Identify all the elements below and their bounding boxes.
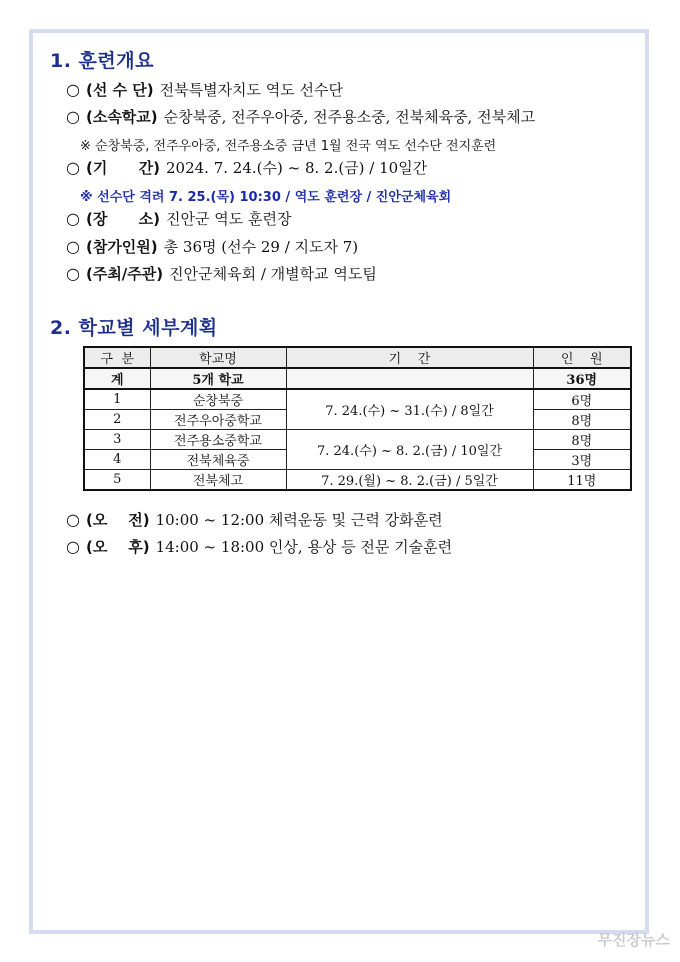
overview-item-team <box>66 80 343 100</box>
circle-bullet-icon: ○ <box>66 264 80 283</box>
row-number: 1 <box>84 389 150 410</box>
item-label: (기 간) <box>85 159 160 177</box>
circle-bullet-icon: ○ <box>66 107 80 126</box>
row-count: 8명 <box>533 430 631 450</box>
item-label: (참가인원) <box>85 238 158 256</box>
table-total-row <box>84 368 631 389</box>
total-schools: 5개 학교 <box>150 368 286 389</box>
row-count: 3명 <box>533 450 631 470</box>
circle-bullet-icon: ○ <box>66 80 80 99</box>
section-1-title: 1. 훈련개요 <box>50 50 154 72</box>
row-count: 11명 <box>533 470 631 491</box>
row-school: 순창북중 <box>150 389 286 410</box>
item-text: 10:00 ~ 12:00 체력운동 및 근력 강화훈련 <box>155 511 443 529</box>
overview-item-venue <box>66 209 291 229</box>
overview-item-period <box>66 158 427 178</box>
circle-bullet-icon: ○ <box>66 158 80 177</box>
item-text: 전북특별자치도 역도 선수단 <box>159 81 344 99</box>
total-count: 36명 <box>533 368 631 389</box>
table-row <box>84 389 631 410</box>
table-row <box>84 470 631 491</box>
row-period: 7. 24.(수) ~ 31.(수) / 8일간 <box>286 389 533 430</box>
header-period: 기 간 <box>286 347 533 368</box>
circle-bullet-icon: ○ <box>66 510 80 529</box>
header-school: 학교명 <box>150 347 286 368</box>
header-count: 인 원 <box>533 347 631 368</box>
row-school: 전주용소중학교 <box>150 430 286 450</box>
overview-item-participants <box>66 237 358 257</box>
encouragement-note: ※ 선수단 격려 7. 25.(목) 10:30 / 역도 훈련장 / 진안군체육회 <box>80 190 452 205</box>
item-label: (선 수 단) <box>85 81 154 99</box>
item-text: 총 36명 (선수 29 / 지도자 7) <box>163 238 359 256</box>
header-division: 구 분 <box>84 347 150 368</box>
item-label: (소속학교) <box>85 108 158 126</box>
total-period <box>286 368 533 389</box>
circle-bullet-icon: ○ <box>66 537 80 556</box>
schools-note: ※ 순창북중, 전주우아중, 전주용소중 금년 1월 전국 역도 선수단 전지훈련 <box>80 139 497 154</box>
row-number: 5 <box>84 470 150 491</box>
school-schedule-table <box>83 346 632 491</box>
item-text: 2024. 7. 24.(수) ~ 8. 2.(금) / 10일간 <box>166 159 428 177</box>
row-count: 8명 <box>533 410 631 430</box>
row-number: 2 <box>84 410 150 430</box>
item-label: (주최/주관) <box>85 265 164 283</box>
total-label: 계 <box>84 368 150 389</box>
row-school: 전주우아중학교 <box>150 410 286 430</box>
row-school: 전북체육중 <box>150 450 286 470</box>
row-school: 전북체고 <box>150 470 286 491</box>
row-number: 4 <box>84 450 150 470</box>
item-label: (오 전) <box>85 511 150 529</box>
circle-bullet-icon: ○ <box>66 237 80 256</box>
plan-item-morning <box>66 510 443 530</box>
row-period: 7. 29.(월) ~ 8. 2.(금) / 5일간 <box>286 470 533 491</box>
item-label: (오 후) <box>85 538 150 556</box>
overview-item-organizer <box>66 264 377 284</box>
row-period: 7. 24.(수) ~ 8. 2.(금) / 10일간 <box>286 430 533 470</box>
item-label: (장 소) <box>85 210 160 228</box>
circle-bullet-icon: ○ <box>66 209 80 228</box>
item-text: 진안군체육회 / 개별학교 역도팀 <box>169 265 377 283</box>
item-text: 진안군 역도 훈련장 <box>166 210 292 228</box>
plan-item-afternoon <box>66 537 452 557</box>
section-2-title: 2. 학교별 세부계획 <box>50 317 218 339</box>
item-text: 순창북중, 전주우아중, 전주용소중, 전북체육중, 전북체고 <box>163 108 536 126</box>
watermark-logo: 무진장뉴스 <box>597 931 670 949</box>
overview-item-schools <box>66 107 535 127</box>
table-row <box>84 430 631 450</box>
table-header-row <box>84 347 631 368</box>
row-number: 3 <box>84 430 150 450</box>
item-text: 14:00 ~ 18:00 인상, 용상 등 전문 기술훈련 <box>155 538 453 556</box>
row-count: 6명 <box>533 389 631 410</box>
